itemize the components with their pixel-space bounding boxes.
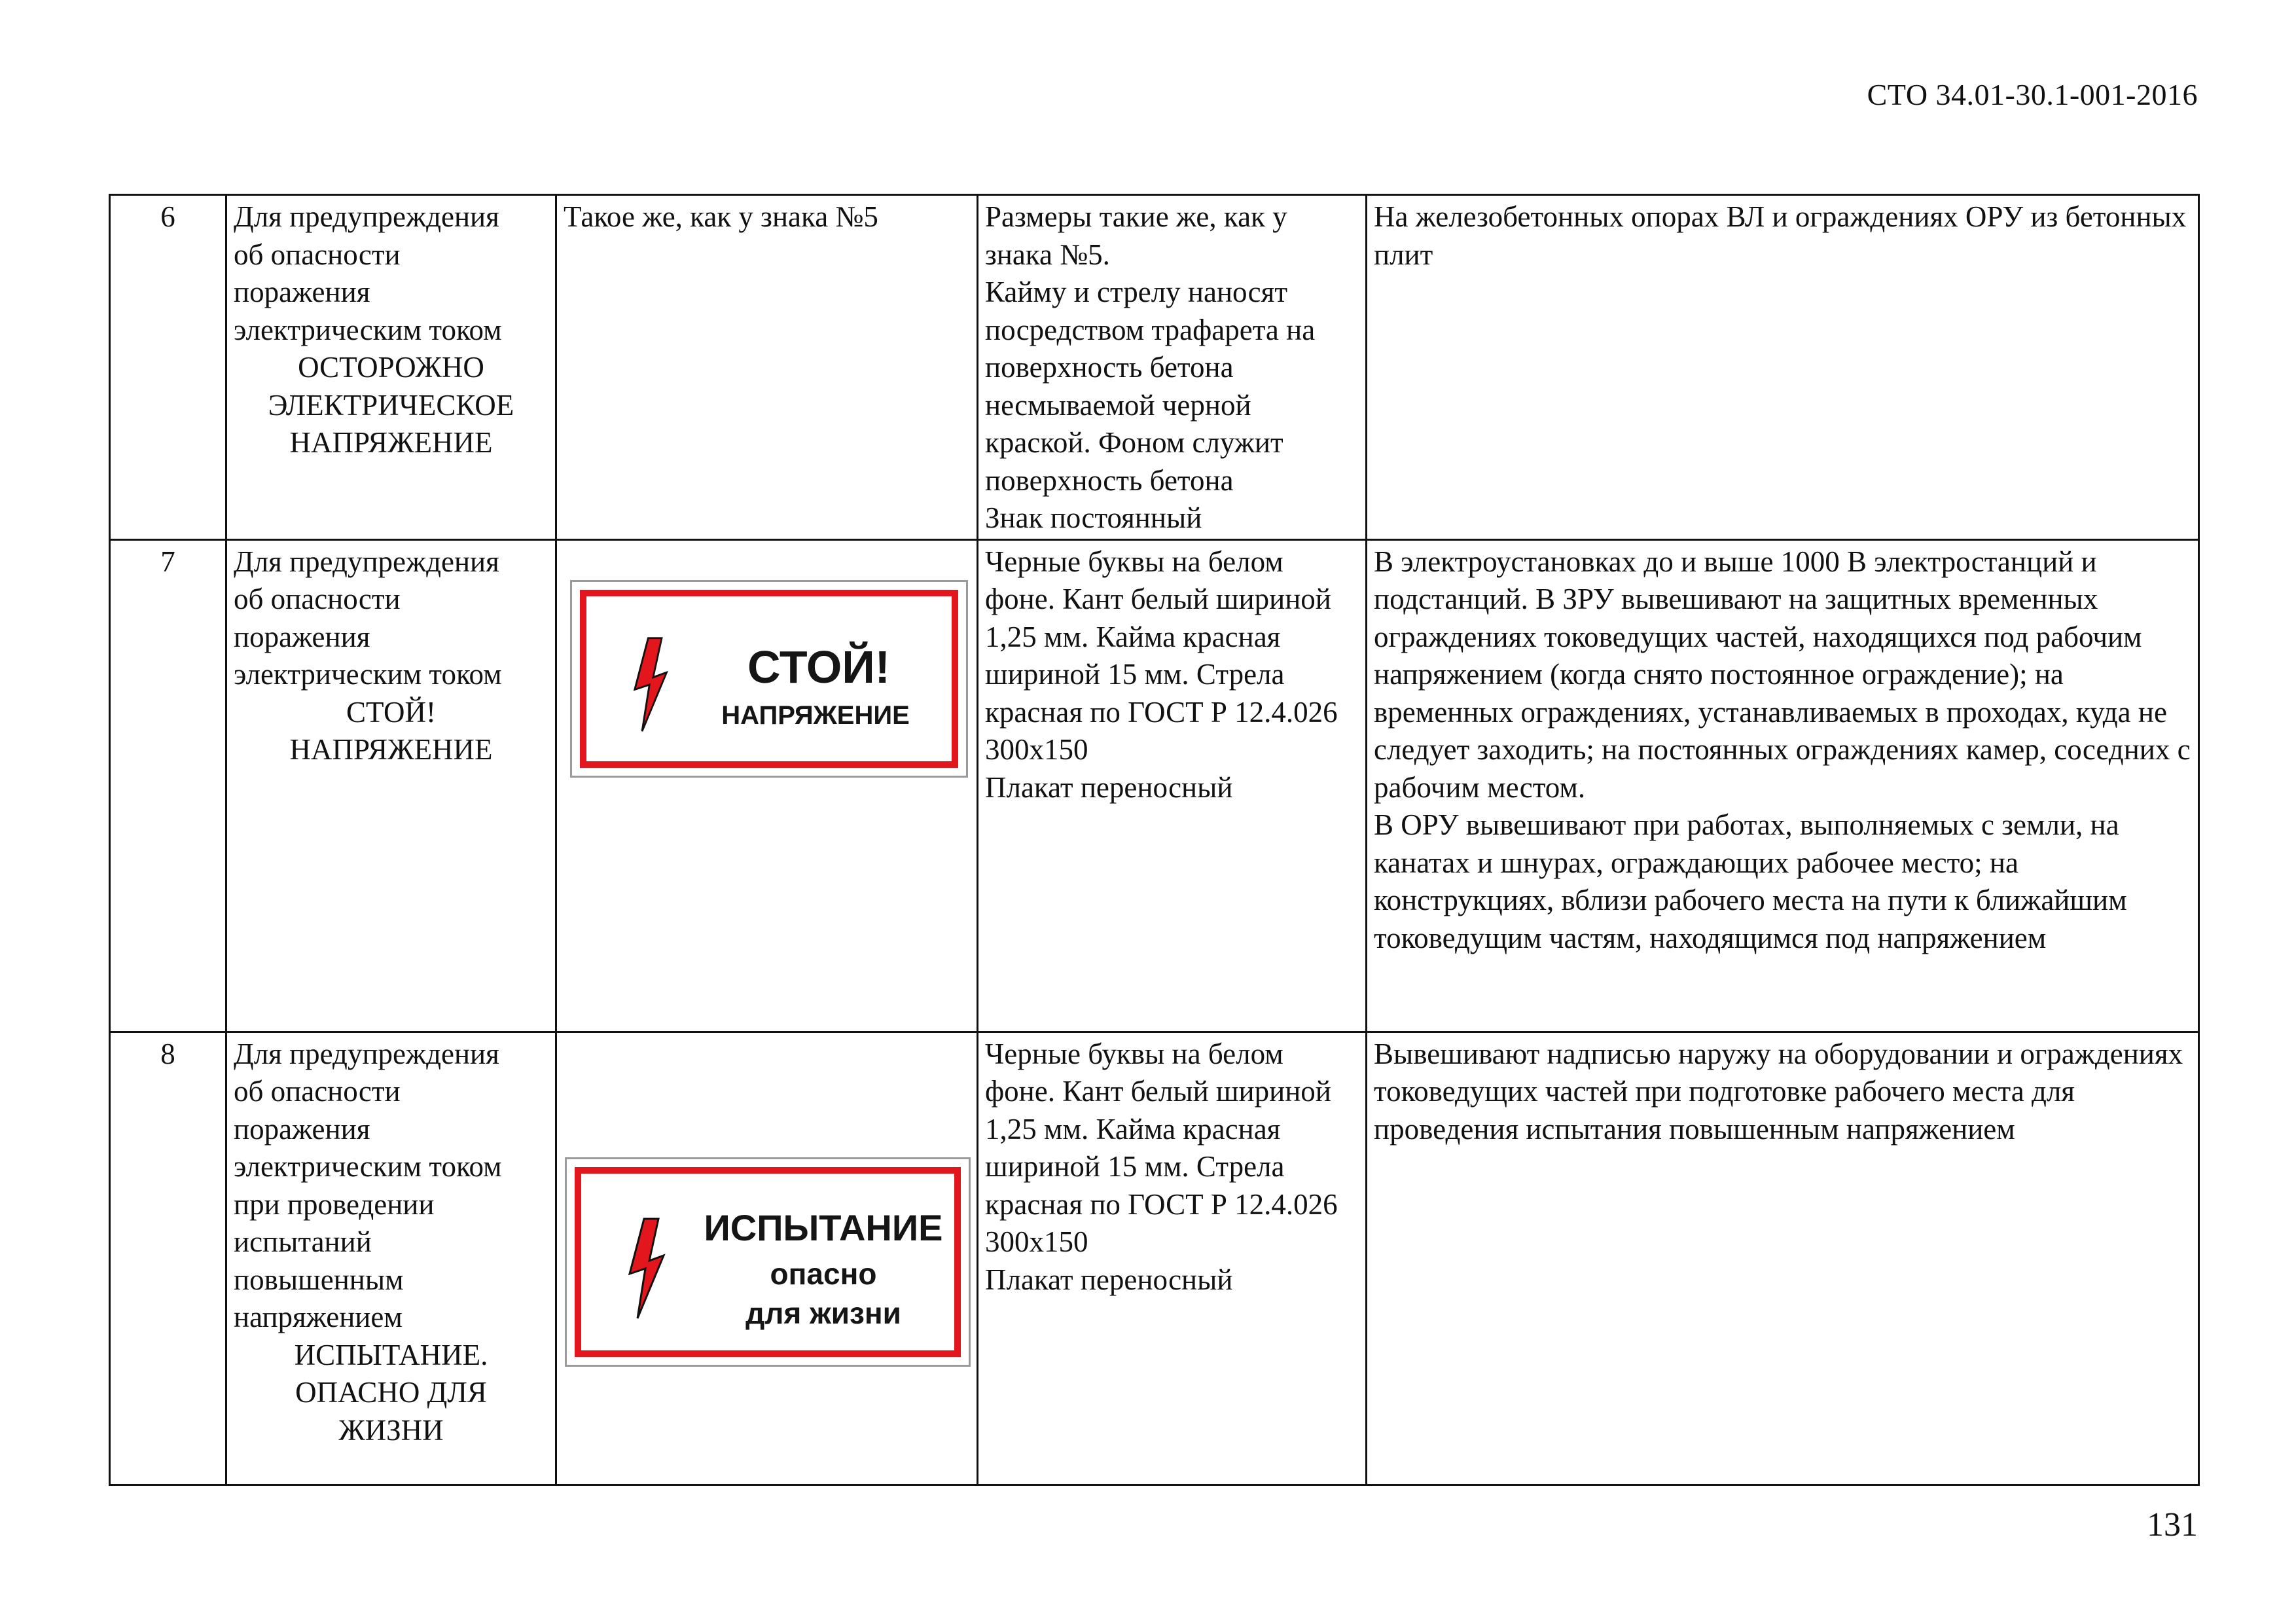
row-number: 6 — [110, 195, 226, 540]
purpose-line: испытаний — [234, 1225, 372, 1258]
usage-text: На железобетонных опорах ВЛ и ограждениях ОРУ из бетонных плит — [1374, 200, 2187, 271]
purpose-line: при проведении — [234, 1187, 435, 1221]
row-number: 7 — [110, 539, 226, 1032]
purpose-line: поражения — [234, 620, 370, 653]
sign-name-line: ОПАСНО ДЛЯ — [295, 1376, 487, 1409]
sign-text-main: ИСПЫТАНИЕ — [704, 1206, 943, 1248]
table-row-8 — [110, 1032, 2199, 1485]
sign-text-main: СТОЙ! — [747, 641, 890, 693]
purpose-cell — [226, 1032, 556, 1485]
sign-name-line: НАПРЯЖЕНИЕ — [289, 733, 493, 766]
purpose-line: Для предупреждения — [234, 545, 499, 578]
sign-text-sub: опасно — [770, 1256, 877, 1291]
sign-name-line: ИСПЫТАНИЕ. — [294, 1338, 488, 1371]
table-row-6 — [110, 195, 2199, 540]
sign-white-field — [581, 1174, 954, 1350]
dimensions-cell — [978, 195, 1367, 540]
dimensions-cell — [978, 1032, 1367, 1485]
sign-name-line: ЭЛЕКТРИЧЕСКОЕ — [268, 388, 514, 422]
lightning-bolt-icon — [622, 1216, 674, 1321]
purpose-line: поражения — [234, 1112, 370, 1146]
lightning-bolt-icon — [627, 636, 677, 734]
document-code: СТО 34.01-30.1-001-2016 — [1867, 78, 2198, 111]
dimensions-text: 300х150 — [985, 1225, 1088, 1258]
purpose-line: поражения — [234, 276, 370, 308]
appearance-cell: Такое же, как у знака №5 — [556, 195, 978, 540]
sign-name-line: СТОЙ! — [346, 695, 436, 729]
sign-name-line: ОСТОРОЖНО — [298, 351, 484, 384]
row-number: 8 — [110, 1032, 226, 1485]
purpose-cell — [226, 195, 556, 540]
sign-ispytanie-opasno — [565, 1157, 971, 1367]
table-row-7 — [110, 539, 2199, 1032]
purpose-line: повышенным — [234, 1263, 404, 1296]
purpose-line: об опасности — [234, 583, 401, 615]
dimensions-text: Плакат переносный — [985, 1263, 1233, 1296]
purpose-line: электрическим током — [234, 1150, 502, 1183]
usage-text: Вывешивают надписью наружу на оборудовании и ограждениях токоведущих частей при подготовке рабочего места для проведения испытания повышенным напряжением — [1374, 1037, 2183, 1146]
usage-cell — [1367, 1032, 2199, 1485]
purpose-line: Для предупреждения — [234, 200, 499, 233]
usage-text: В электроустановках до и выше 1000 В электростанций и подстанций. В ЗРУ вывешивают на защитных временных ограждениях токоведущих частей, находящихся под рабочим напряжением (когда снято постоянное ограждение); на временных ограждениях, устанавливаемых в проходах, куда не следует заходить; на постоянных ограждениях камер, соседних с рабочим местом. — [1374, 545, 2191, 804]
sign-stoi-napryazhenie — [570, 580, 968, 778]
purpose-line: об опасности — [234, 1075, 401, 1108]
purpose-line: Для предупреждения — [234, 1037, 499, 1070]
purpose-line: напряжением — [234, 1301, 403, 1333]
safety-signs-table — [109, 194, 2200, 1486]
sign-image-cell — [556, 1032, 978, 1485]
usage-cell — [1367, 539, 2199, 1032]
purpose-line: электрическим током — [234, 658, 502, 691]
sign-text-sub: НАПРЯЖЕНИЕ — [721, 700, 910, 730]
page-number: 131 — [2147, 1506, 2198, 1543]
purpose-line: об опасности — [234, 238, 401, 271]
sign-white-field — [586, 596, 952, 761]
dimensions-text: Черные буквы на белом фоне. Кант белый шириной 1,25 мм. Кайма красная шириной 15 мм. Стрела красная по ГОСТ Р 12.4.026 — [985, 545, 1338, 729]
dimensions-text: Размеры такие же, как у знака №5. — [985, 200, 1287, 271]
dimensions-text: Кайму и стрелу наносят посредством трафарета на поверхность бетона несмываемой черной краской. Фоном служит поверхность бетона — [985, 276, 1316, 497]
dimensions-text: Знак постоянный — [985, 501, 1202, 534]
purpose-line: электрическим током — [234, 313, 502, 346]
usage-cell — [1367, 195, 2199, 540]
dimensions-text: Черные буквы на белом фоне. Кант белый шириной 1,25 мм. Кайма красная шириной 15 мм. Стрела красная по ГОСТ Р 12.4.026 — [985, 1037, 1338, 1221]
sign-image-cell — [556, 539, 978, 1032]
dimensions-text: Плакат переносный — [985, 770, 1233, 804]
sign-name-line: ЖИЗНИ — [338, 1413, 444, 1447]
sign-name-line: НАПРЯЖЕНИЕ — [289, 426, 493, 459]
sign-text-sub: для жизни — [745, 1295, 901, 1330]
dimensions-cell — [978, 539, 1367, 1032]
dimensions-text: 300х150 — [985, 733, 1088, 766]
usage-text: В ОРУ вывешивают при работах, выполняемых с земли, на канатах и шнурах, ограждающих рабочее место; на конструкциях, вблизи рабочего места на пути к ближайшим токоведущим частям, находящимся под напряжением — [1374, 808, 2127, 954]
purpose-cell — [226, 539, 556, 1032]
